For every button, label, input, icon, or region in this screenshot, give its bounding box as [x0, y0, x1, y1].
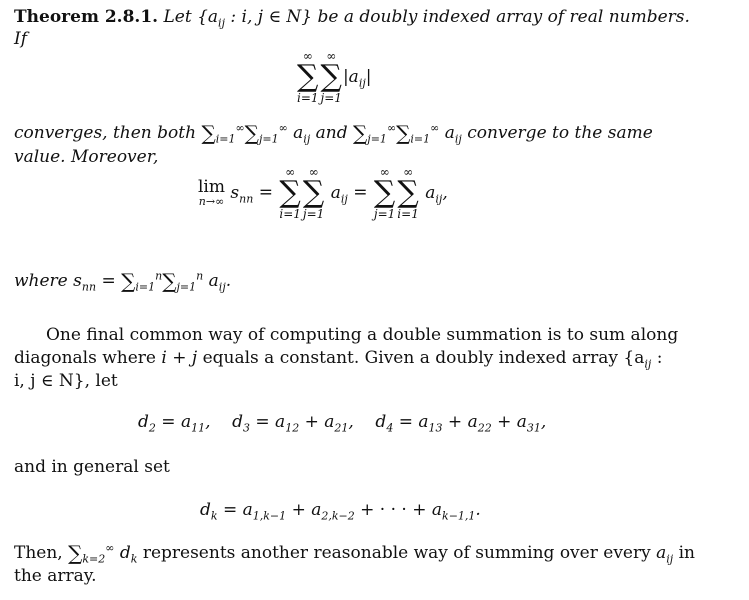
- value-moreover-line: value. Moreover,: [14, 147, 159, 167]
- theorem-text-b: : i, j ∈ N} be a doubly indexed array of real numbers.: [224, 7, 690, 27]
- if-word: If: [14, 29, 28, 49]
- limit-operator: lim n→∞: [198, 177, 225, 208]
- paragraph-line-3: i, j ∈ N}, let: [14, 371, 118, 391]
- theorem-label: Theorem 2.8.1.: [14, 7, 159, 27]
- paragraph-line-2: diagonals where i + j equals a constant. Given a doubly indexed array {$a_{ij}$ :: [14, 348, 663, 371]
- if-line: [14, 28, 27, 50]
- then-line: Then, $\sum_{k=2}^\infty$ $d_k$ represents another reasonable way of summing over every $a_{ij}$ in: [14, 541, 695, 566]
- display-abs-double-sum: [296, 50, 372, 104]
- converges-line: converges, then both $\sum_{i=1}^\infty\sum_{j=1}^\infty$ $a_{ij}$ and $\sum_{j=1}^\infty\sum_{i=1}^\infty$ $a_{ij}$ converge to the same: [14, 121, 653, 146]
- abs-aij: $|a_{ij}|$: [342, 66, 372, 89]
- general-set-line: and in general set: [14, 457, 170, 477]
- paragraph-line-1: One final common way of computing a double summation is to sum along: [46, 325, 679, 345]
- display-dk-general: $d_k = a_{1,k-1} + a_{2,k-2}$ + · · · + $a_{k-1,1}$.: [200, 500, 481, 523]
- theorem-text-a: Let {a: [163, 7, 219, 27]
- display-diagonal-examples: $d_2 = a_{11}$, $d_3 = a_{12} + a_{21}$, $d_4 = a_{13} + a_{22} + a_{31}$,: [138, 412, 547, 435]
- where-line: where $s_{nn} = \sum_{i=1}^n\sum_{j=1}^n$ $a_{ij}$.: [14, 269, 232, 294]
- sum-j: ∞ ∑ j=1: [320, 49, 342, 105]
- sum-i: ∞ ∑ i=1: [297, 49, 319, 105]
- display-limit-equality: lim n→∞ $s_{nn}$ = ∞ ∑ i=1 ∞ ∑ j=1 $a_{ij}$ = ∞ ∑ j=1 ∞ ∑ i=1 $a_{ij}$,: [198, 165, 448, 221]
- the-array-line: the array.: [14, 566, 97, 586]
- theorem-statement-line: Theorem 2.8.1. Let {$a_{ij}$ : i, j ∈ N} be a doubly indexed array of real numbers.: [14, 7, 690, 30]
